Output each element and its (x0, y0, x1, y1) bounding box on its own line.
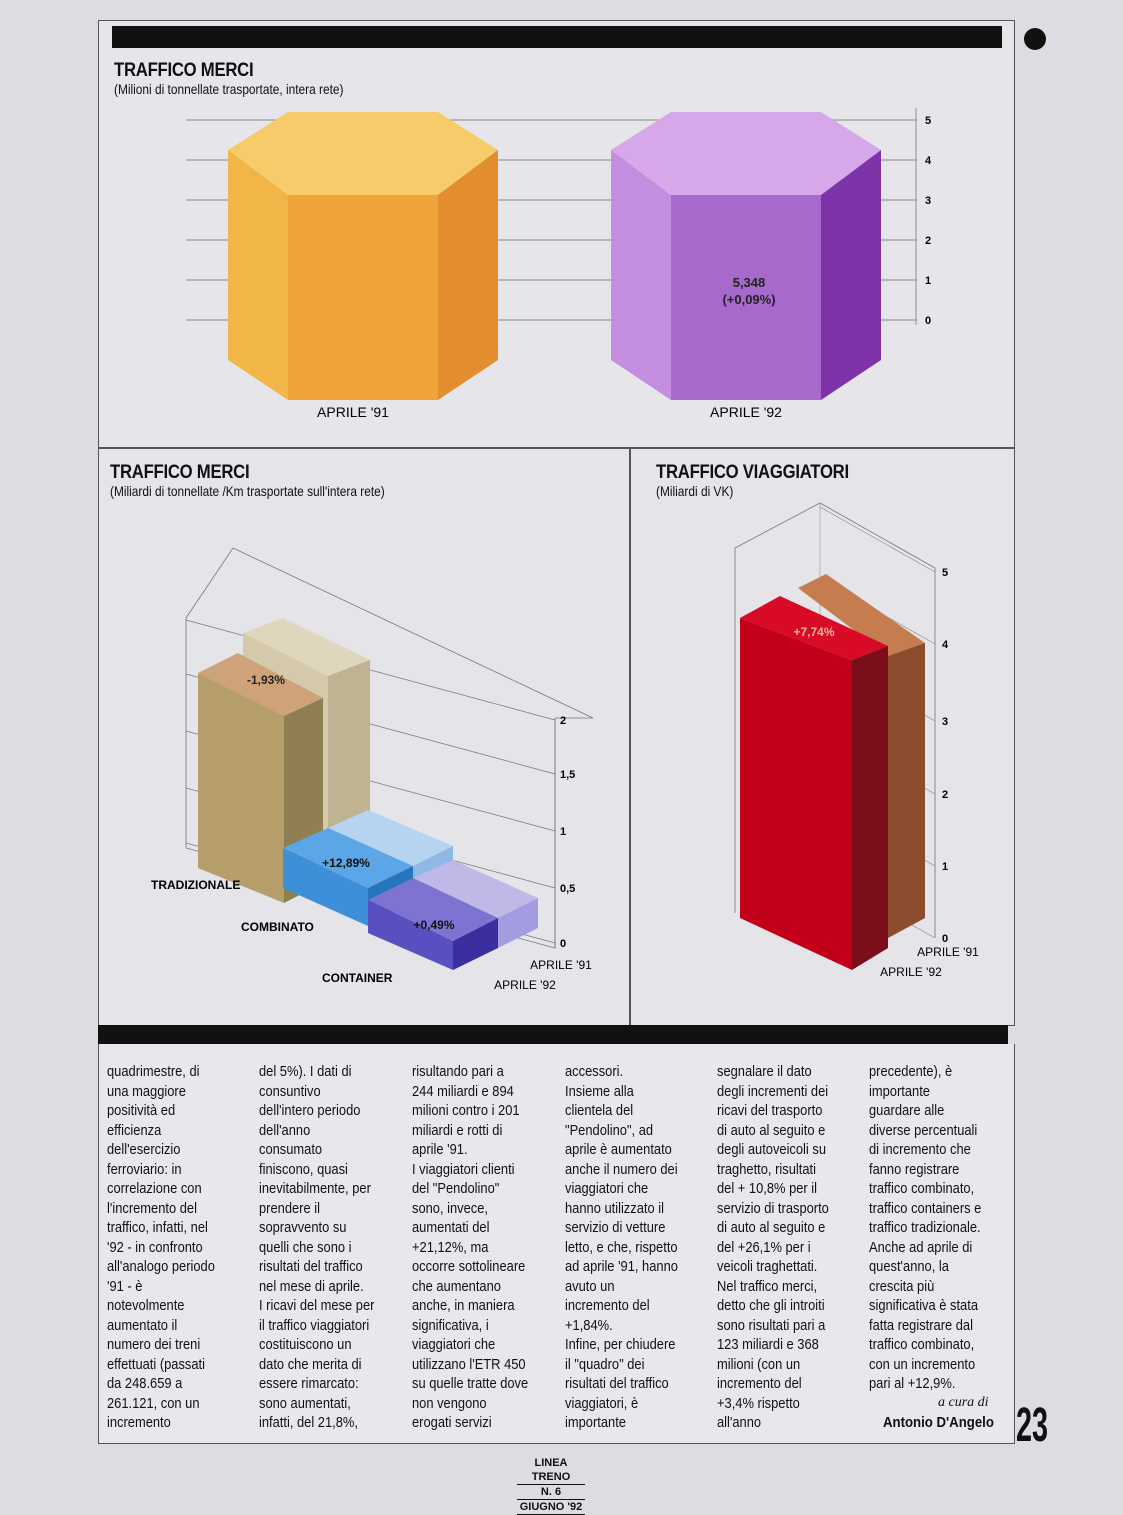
chart2-label-container: +0,49% (413, 918, 455, 932)
chart2-ytick: 1 (560, 826, 567, 838)
footer-masthead (517, 1456, 585, 1515)
chart1-xtick-1: APRILE '92 (710, 404, 782, 420)
chart1-bar-aprile92 (611, 112, 881, 400)
footer-line-3: GIUGNO '92 (517, 1500, 585, 1515)
chart1-ytick: 4 (924, 155, 932, 167)
chart3-gridline (820, 507, 935, 572)
chart2-subtitle: (Miliardi di tonnellate /Km trasportate sull'intera rete) (110, 483, 385, 499)
chart3-ytick: 5 (941, 567, 949, 579)
article-column-5: segnalare il dato degli incrementi dei ricavi del trasporto di auto al seguito e degli autoveicoli su traghetto, risultati del + 10,8% per il servizio di trasporto di auto al seguito e del +26,1% per i veicoli traghettati. Nel traffico merci, detto che gli introiti sono risultati pari a 123 miliardi e 368 milioni (con un incremento del +3,4% rispetto all'anno (717, 1063, 829, 1431)
chart3-xtick-1: APRILE '92 (880, 965, 942, 979)
chart2-label-tradizionale: -1,93% (246, 673, 286, 687)
chart1-ytick: 0 (924, 315, 932, 327)
chart2-ytick: 1,5 (560, 769, 576, 781)
article-column-3: risultando pari a 244 miliardi e 894 milioni contro i 201 miliardi e rotti di aprile '91. I viaggiatori clienti del "Pendolino" sono, invece, aumentati del +21,12%, ma occorre sottolineare che aumentano anche, in maniera significativa, i viaggiatori che utilizzano l'ETR 450 su quelle tratte dove non vengono erogati servizi (412, 1063, 529, 1431)
chart2-series-91: APRILE '91 (530, 958, 592, 972)
chart2-cat-container: CONTAINER (322, 971, 393, 985)
chart1-xtick-0: APRILE '91 (317, 404, 389, 420)
chart1-ytick: 1 (924, 275, 932, 287)
chart1-svg (98, 20, 1015, 448)
chart1-ytick: 5 (924, 115, 932, 127)
chart2-cat-tradizionale: TRADIZIONALE (151, 878, 241, 892)
credit-prefix: a cura di (938, 1395, 989, 1410)
chart2-svg (98, 448, 630, 1026)
separator-black-bar (98, 1025, 1008, 1045)
chart2-label-combinato: +12,89% (322, 856, 370, 870)
chart1-ytick: 2 (924, 235, 932, 247)
chart1-subtitle: (Milioni di tonnellate trasportate, intera rete) (114, 81, 344, 97)
chart3-ytick: 2 (941, 789, 949, 801)
credit-author: Antonio D'Angelo (883, 1414, 994, 1431)
chart3-ytick: 0 (941, 933, 949, 945)
chart3-bar-aprile92 (740, 596, 888, 970)
chart3-title: TRAFFICO VIAGGIATORI (656, 462, 849, 483)
chart3-data-label: +7,74% (793, 625, 835, 639)
chart1-bar-aprile91 (228, 112, 498, 400)
chart3-subtitle: (Miliardi di VK) (656, 483, 734, 499)
article-text (98, 1044, 1015, 1444)
chart2-cat-combinato: COMBINATO (241, 920, 314, 934)
chart2-ytick: 0,5 (560, 883, 576, 895)
chart1-data-label-line1: 5,348 (732, 275, 766, 290)
chart2-title: TRAFFICO MERCI (110, 462, 250, 483)
article-column-4: accessori. Insieme alla clientela del "Pendolino", ad aprile è aumentato anche il numero dei viaggiatori che hanno utilizzato il servizio di vetture letto, e che, rispetto ad aprile '91, hanno avuto un incremento del +1,84%. Infine, per chiudere il "quadro" dei risultati del traffico viaggiatori, è importante (565, 1063, 678, 1431)
chart3-svg (630, 448, 1015, 1026)
article-column-1: quadrimestre, di una maggiore positività ed efficienza dell'esercizio ferroviario: in correlazione con l'incremento del traffico, infatti, nel '92 - in confronto all'analogo periodo '91 - è notevolmente aumentato il numero dei treni effettuati (passati da 248.659 a 261.121, con un incremento (107, 1063, 215, 1431)
article-column-6: precedente), è importante guardare alle diverse percentuali di incremento che fanno registrare traffico combinato, traffico containers e traffico tradizionale. Anche ad aprile di quest'anno, la crescita più significativa è stata fatta registrare dal traffico combinato, con un incremento pari al +12,9%. (869, 1063, 982, 1392)
chart3-ytick: 3 (941, 716, 949, 728)
chart3-xtick-0: APRILE '91 (917, 945, 979, 959)
page-number: 23 (1016, 1399, 1049, 1452)
chart3-ytick: 1 (941, 861, 949, 873)
chart1-ytick: 3 (924, 195, 932, 207)
article-column-2: del 5%). I dati di consuntivo dell'intero periodo dell'anno consumato finiscono, quasi inevitabilmente, per prendere il sopravvento su quelli che sono i risultati del traffico nel mese di aprile. I ricavi del mese per il traffico viaggiatori costituiscono un dato che merita di essere rimarcato: sono aumentati, infatti, del 21,8%, (259, 1063, 375, 1431)
chart1-data-label-line2: (+0,09%) (722, 292, 776, 307)
chart2-ytick: 0 (560, 938, 567, 950)
chart2-ytick: 2 (560, 715, 567, 727)
page-dot (1024, 28, 1046, 50)
chart3-ytick: 4 (941, 639, 949, 651)
chart2-series-92: APRILE '92 (494, 978, 556, 992)
footer-line-2: N. 6 (517, 1485, 585, 1500)
chart1-title: TRAFFICO MERCI (114, 60, 254, 81)
footer-line-1: LINEA TRENO (517, 1456, 585, 1485)
